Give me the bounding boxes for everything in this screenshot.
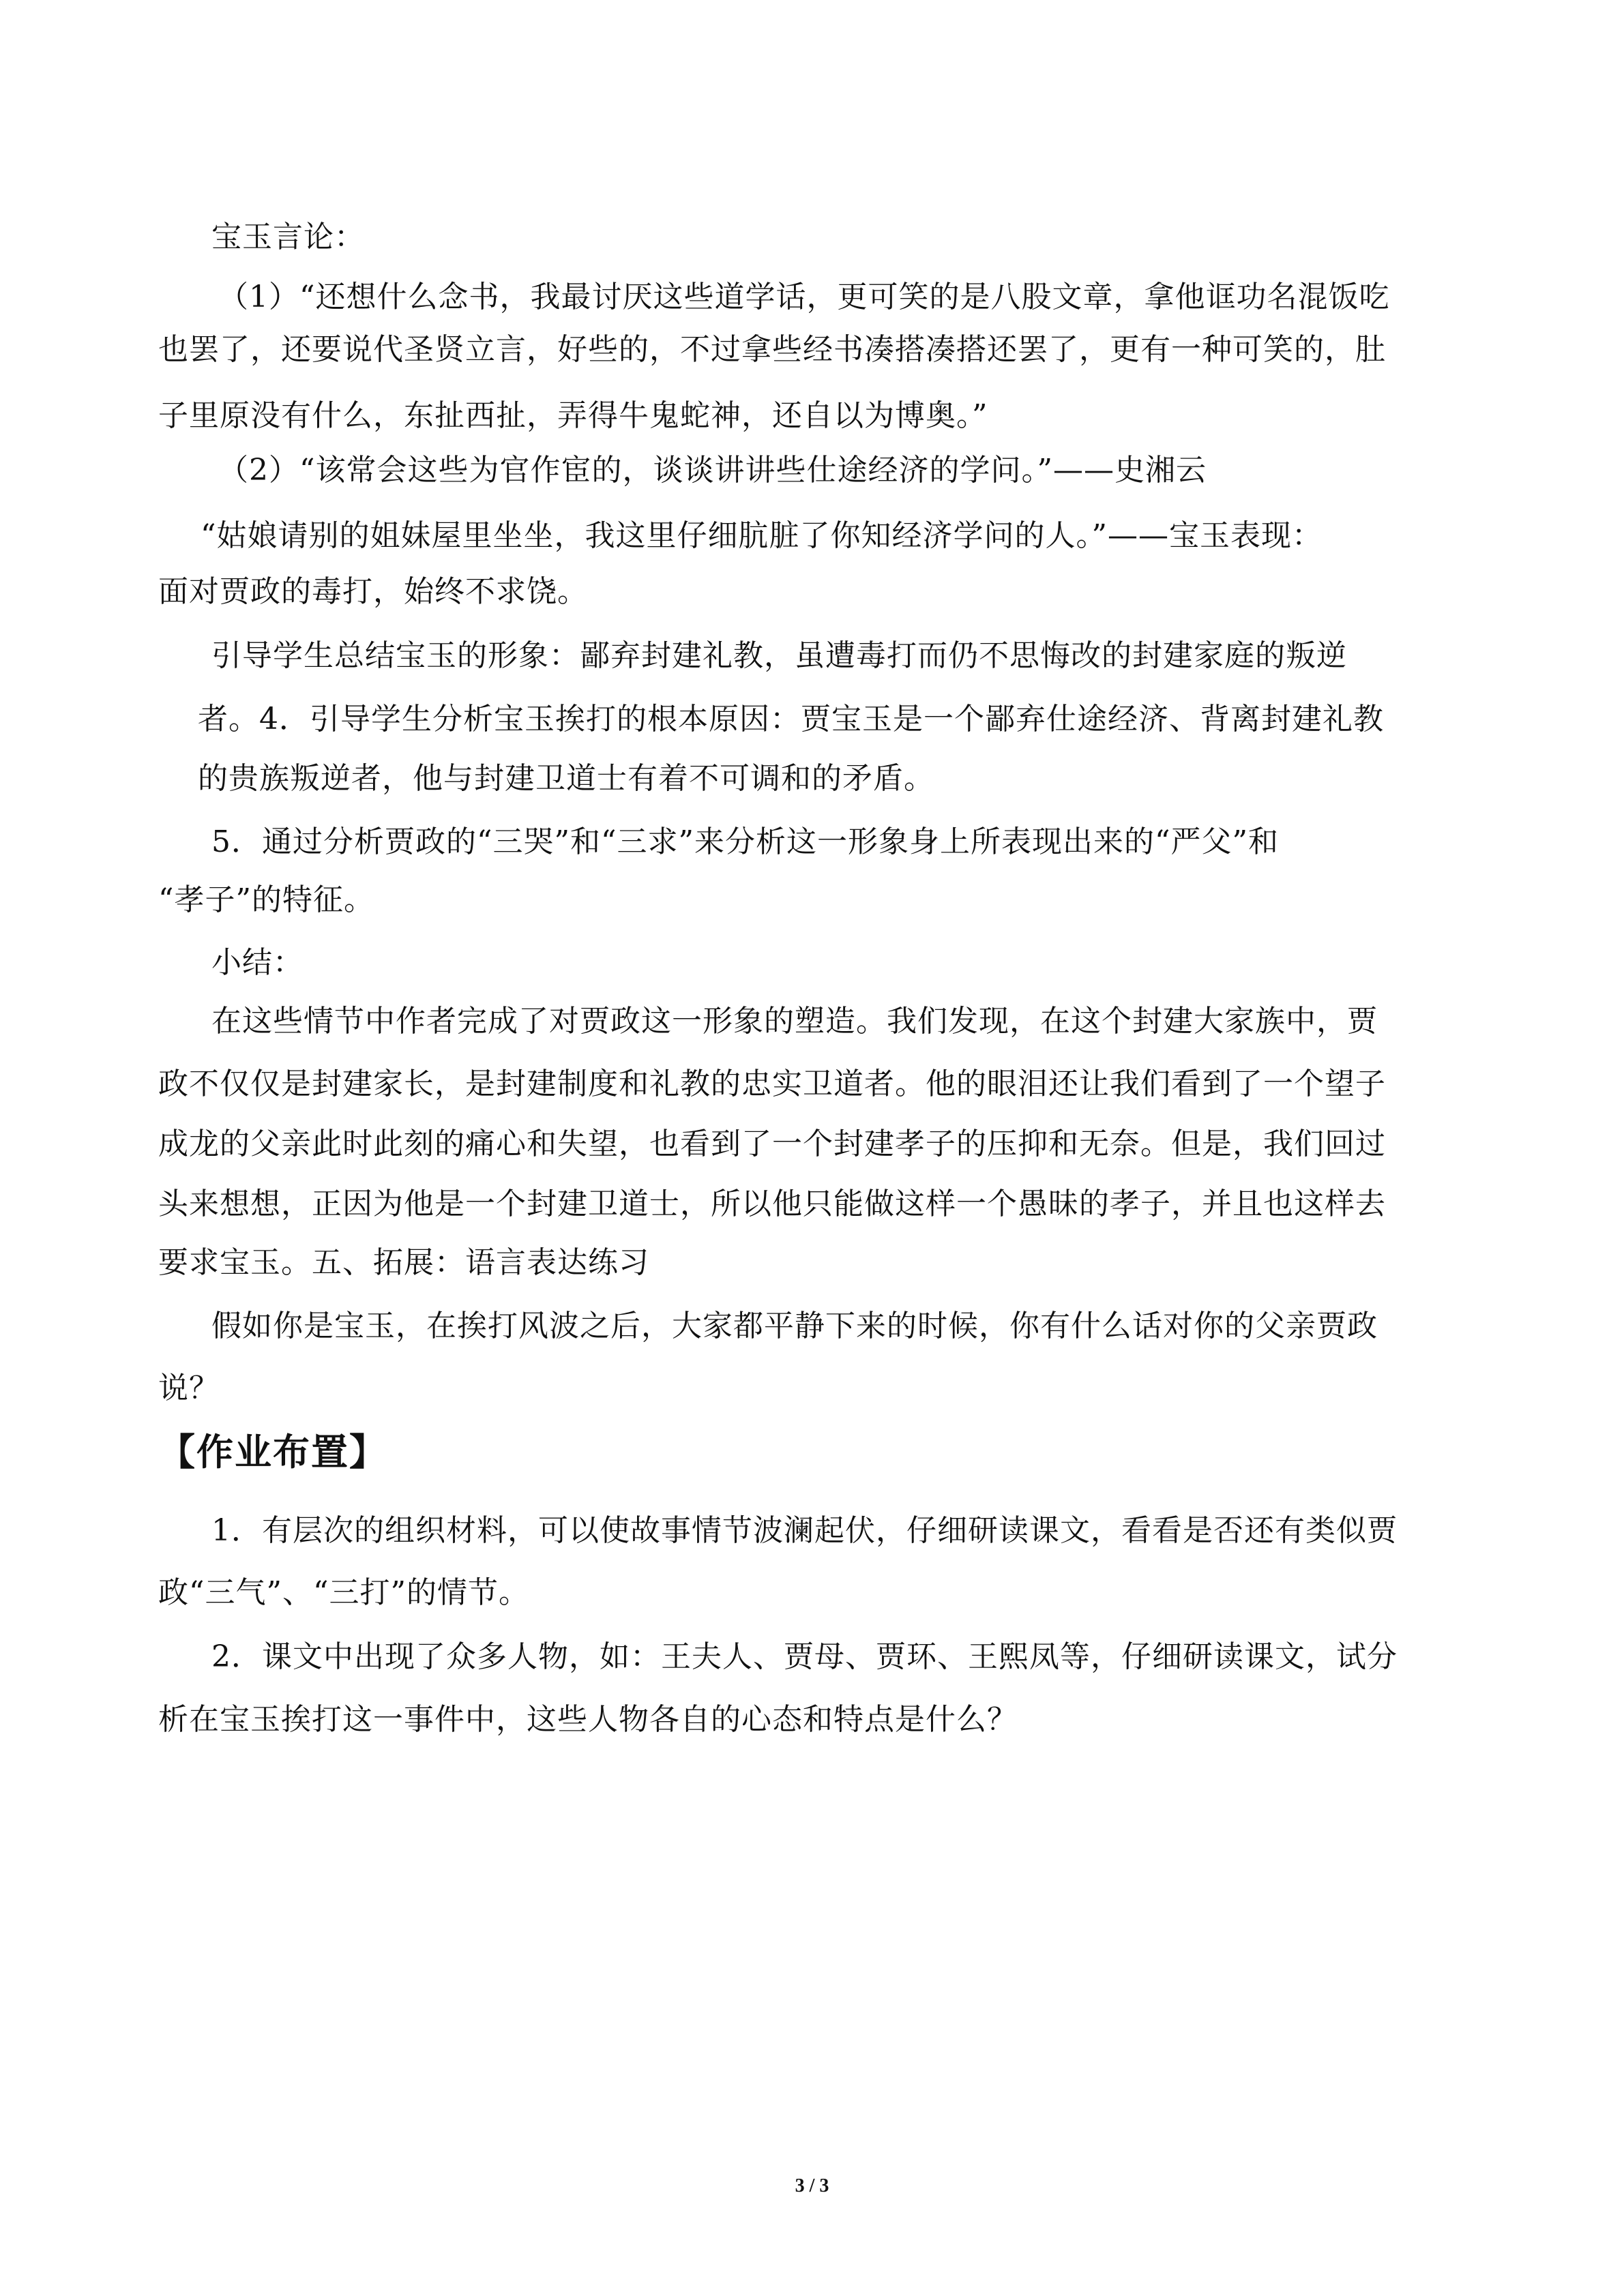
page-number: 3 / 3: [795, 2175, 829, 2196]
text-line: 政不仅仅是封建家长，是封建制度和礼教的忠实卫道者。他的眼泪还让我们看到了一个望子: [158, 1067, 1386, 1101]
text-line: （1）“还想什么念书，我最讨厌这些道学话，更可笑的是八股文章，拿他诓功名混饭吃: [218, 280, 1390, 314]
homework-line: 析在宝玉挨打这一事件中，这些人物各自的心态和特点是什么？: [158, 1702, 1018, 1737]
text-line: 者。4．引导学生分析宝玉挨打的根本原因：贾宝玉是一个鄙弃仕途经济、背离封建礼教: [198, 702, 1384, 736]
text-line: 面对贾政的毒打，始终不求饶。: [158, 574, 588, 609]
text-line: 要求宝玉。五、拓展：语言表达练习: [158, 1245, 649, 1280]
text-line: 说？: [158, 1371, 220, 1405]
text-line: 5．通过分析贾政的“三哭”和“三求”来分析这一形象身上所表现出来的“严父”和: [211, 824, 1279, 859]
text-line: 成龙的父亲此时此刻的痛心和失望，也看到了一个封建孝子的压抑和无奈。但是，我们回过: [158, 1127, 1386, 1161]
text-line: 头来想想，正因为他是一个封建卫道士，所以他只能做这样一个愚昧的孝子，并且也这样去: [158, 1187, 1386, 1221]
text-line: “孝子”的特征。: [158, 882, 374, 917]
text-line: 小结：: [211, 945, 304, 980]
homework-line: 2．课文中出现了众多人物，如：王夫人、贾母、贾环、王熙凤等，仔细研读课文，试分: [211, 1639, 1398, 1674]
text-line: “姑娘请别的姐妹屋里坐坐，我这里仔细肮脏了你知经济学问的人。”——宝玉表现：: [201, 518, 1323, 553]
homework-line: 政“三气”、“三打”的情节。: [158, 1575, 529, 1610]
text-line: 的贵族叛逆者，他与封建卫道士有着不可调和的矛盾。: [198, 761, 934, 796]
text-line: 假如你是宝玉，在挨打风波之后，大家都平静下来的时候，你有什么话对你的父亲贾政: [211, 1309, 1378, 1343]
text-line: （2）“该常会这些为官作宦的，谈谈讲讲些仕途经济的学问。”——史湘云: [218, 453, 1207, 488]
text-line: 宝玉言论：: [211, 220, 365, 254]
text-line: 在这些情节中作者完成了对贾政这一形象的塑造。我们发现，在这个封建大家族中，贾: [211, 1004, 1378, 1039]
text-line: 引导学生总结宝玉的形象：鄙弃封建礼教，虽遭毒打而仍不思悔改的封建家庭的叛逆: [211, 638, 1347, 673]
homework-line: 1．有层次的组织材料，可以使故事情节波澜起伏，仔细研读课文，看看是否还有类似贾: [211, 1513, 1398, 1548]
text-line: 子里原没有什么，东扯西扯，弄得牛鬼蛇神，还自以为博奥。”: [158, 398, 988, 433]
section-heading: 【作业布置】: [158, 1431, 387, 1474]
text-line: 也罢了，还要说代圣贤立言，好些的，不过拿些经书凑搭凑搭还罢了，更有一种可笑的，肚: [158, 332, 1386, 367]
